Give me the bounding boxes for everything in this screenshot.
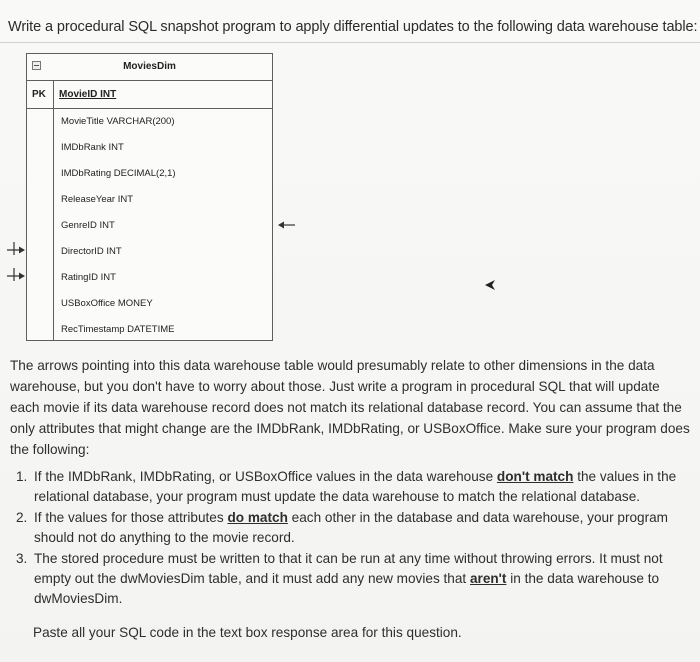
- list-item-text: in the data warehouse to dwMoviesDim.: [34, 571, 660, 606]
- list-item-number: 3.: [16, 551, 28, 566]
- instructions-paragraph: The arrows pointing into this data warehouse table would presumably relate to other dimensions in the data warehouse, but you don't have to worry about those. Just write a program in procedural SQL that will update each movie if its data warehouse record does not match its relational database record. You can assume that the only attributes that might change are the IMDbRank, IMDbRating, or USBoxOffice. Make sure your program does the following:: [10, 358, 690, 457]
- pk-label: PK: [32, 89, 46, 100]
- submission-instruction: Paste all your SQL code in the text box response area for this question.: [33, 625, 462, 640]
- entity-title: MoviesDim: [123, 61, 176, 72]
- pk-field: MovieID INT: [59, 89, 117, 100]
- field-ratingid: RatingID INT: [61, 272, 116, 283]
- field-genreid: GenreID INT: [61, 220, 115, 231]
- field-usboxoffice: USBoxOffice MONEY: [61, 298, 153, 309]
- key-column-divider: [53, 81, 54, 340]
- list-item: [16, 467, 686, 507]
- requirements-list: [16, 467, 686, 610]
- list-item-text: If the values for those attributes: [34, 510, 228, 525]
- list-item-emphasis: aren't: [469, 571, 507, 586]
- field-releaseyear: ReleaseYear INT: [61, 194, 133, 205]
- field-directorid: DirectorID INT: [61, 246, 122, 257]
- list-item-emphasis: do match: [227, 510, 288, 525]
- moviesdim-entity: [26, 53, 273, 341]
- field-imdbrank: IMDbRank INT: [61, 142, 124, 153]
- list-item-text: The stored procedure must be written to that it can be run at any time without throwing errors. It must not empty out the dwMoviesDim table, and it must add any new movies that: [34, 551, 663, 586]
- mouse-cursor-icon: [484, 279, 496, 291]
- list-item-text: the values in the relational database, your program must update the data warehouse to match the relational database.: [34, 469, 677, 504]
- list-item-emphasis: don't match: [496, 469, 574, 484]
- list-item-text: If the IMDbRank, IMDbRating, or USBoxOffice values in the data warehouse: [34, 469, 497, 484]
- entity-title-row: [27, 54, 272, 81]
- field-imdbrating: IMDbRating DECIMAL(2,1): [61, 168, 176, 179]
- field-rectimestamp: RecTimestamp DATETIME: [61, 324, 175, 335]
- list-item: [16, 508, 686, 548]
- list-item: [16, 549, 686, 609]
- director-relationship-arrow-icon: [6, 239, 26, 257]
- list-item-number: 1.: [16, 469, 28, 484]
- primary-key-row: [27, 81, 272, 109]
- list-item-text: each other in the database and data warehouse, your program should not do anything to the movie record.: [34, 510, 668, 545]
- rating-relationship-arrow-icon: [6, 265, 26, 283]
- heading-divider: [0, 42, 700, 43]
- question-heading: Write a procedural SQL snapshot program to apply differential updates to the following data warehouse table:: [8, 19, 698, 35]
- list-item-number: 2.: [16, 510, 28, 525]
- genre-relationship-arrow-icon: [276, 218, 296, 232]
- field-movietitle: MovieTitle VARCHAR(200): [61, 116, 175, 127]
